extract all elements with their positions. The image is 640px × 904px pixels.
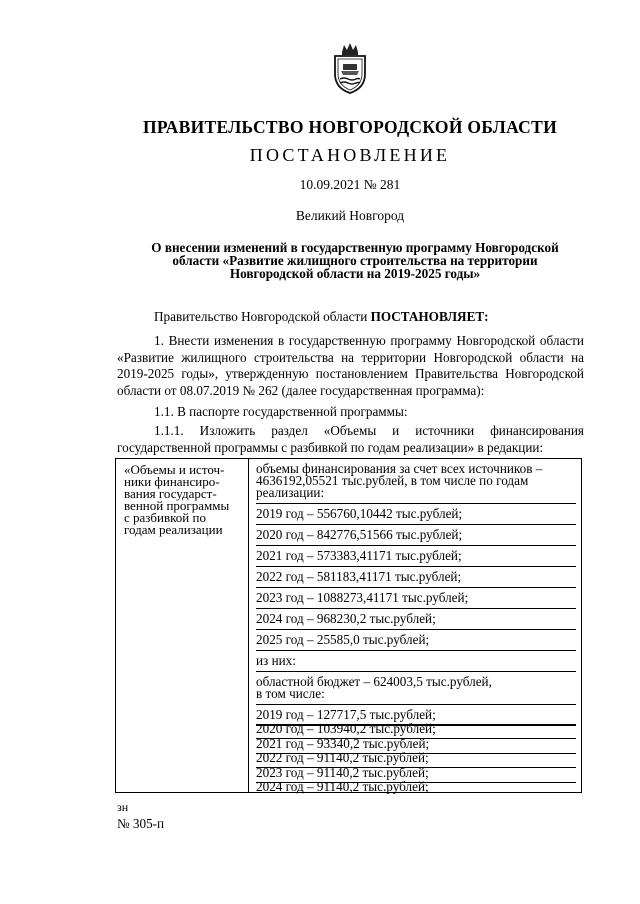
year-total-line: 2019 год – 556760,10442 тыс.рублей; bbox=[256, 506, 463, 521]
year-regional-line: 2022 год – 91140,2 тыс.рублей; bbox=[256, 750, 429, 766]
of-them-line: из них: bbox=[256, 653, 296, 668]
government-title: ПРАВИТЕЛЬСТВО НОВГОРОДСКОЙ ОБЛАСТИ bbox=[143, 117, 557, 137]
row-rule bbox=[256, 566, 576, 567]
row-rule bbox=[256, 524, 576, 525]
year-regional-line: 2019 год – 127717,5 тыс.рублей; bbox=[256, 707, 436, 722]
document-subject bbox=[120, 241, 590, 280]
year-total-line: 2025 год – 25585,0 тыс.рублей; bbox=[256, 632, 430, 647]
year-total-line: 2020 год – 842776,51566 тыс.рублей; bbox=[256, 527, 463, 542]
document-date-number: 10.09.2021 № 281 bbox=[299, 177, 401, 192]
resolution-intro bbox=[117, 309, 584, 326]
coat-of-arms-icon bbox=[330, 42, 370, 94]
intro-keyword: ПОСТАНОВЛЯЕТ: bbox=[370, 309, 489, 324]
left-cell-line: венной программы bbox=[124, 498, 230, 513]
row-rule bbox=[256, 671, 576, 672]
total-line: объемы финансирования за счет всех источников – bbox=[256, 461, 543, 476]
year-regional-line: 2020 год – 103940,2 тыс.рублей; bbox=[256, 721, 436, 737]
paragraph-1-1-1-cont: государственной программы с разбивкой по годам реализации» в редакции: bbox=[117, 440, 544, 455]
total-line: 4636192,05521 тыс.рублей, в том числе по годам bbox=[256, 473, 529, 488]
paragraph-1: 1. Внести изменения в государственную программу Новгородской области «Развитие жилищного строительства на территории Новгородской области на 2019-2025 годы», утвержденную постановлением Правительства Новгородской области от 08.07.2019 № 262 (далее государственная программа): bbox=[117, 333, 584, 398]
left-cell-line: годам реализации bbox=[124, 522, 223, 537]
table-column-divider bbox=[248, 459, 249, 792]
year-total-line: 2021 год – 573383,41171 тыс.рублей; bbox=[256, 548, 462, 563]
document-type: ПОСТАНОВЛЕНИЕ bbox=[249, 145, 451, 165]
row-rule bbox=[256, 587, 576, 588]
document-reg-number: № 305-п bbox=[117, 816, 165, 831]
row-rule bbox=[256, 704, 576, 705]
subject-line: области «Развитие жилищного строительства на территории bbox=[172, 253, 538, 268]
year-total-line: 2023 год – 1088273,41171 тыс.рублей; bbox=[256, 590, 469, 605]
year-regional-line: 2023 год – 91140,2 тыс.рублей; bbox=[256, 764, 429, 780]
subject-line: О внесении изменений в государственную программу Новгородской bbox=[151, 240, 559, 255]
year-total-line: 2022 год – 581183,41171 тыс.рублей; bbox=[256, 569, 462, 584]
row-rule bbox=[256, 608, 576, 609]
regional-line: областной бюджет – 624003,5 тыс.рублей, bbox=[256, 674, 492, 689]
financing-table bbox=[115, 458, 582, 793]
year-regional-line: 2024 год – 91140,2 тыс.рублей; bbox=[256, 779, 429, 794]
document-city: Великий Новгород bbox=[295, 208, 405, 223]
intro-text: Правительство Новгородской области bbox=[154, 309, 371, 324]
year-regional-line: 2021 год – 93340,2 тыс.рублей; bbox=[256, 735, 430, 751]
row-rule bbox=[256, 503, 576, 504]
left-cell-line: «Объемы и источ- bbox=[124, 462, 225, 477]
regional-line: в том числе: bbox=[256, 686, 325, 701]
subject-line: Новгородской области на 2019-2025 годы» bbox=[229, 266, 481, 281]
paragraph-1-1: 1.1. В паспорте государственной программы: bbox=[154, 404, 408, 419]
paragraph-1-1-1: 1.1.1. Изложить раздел «Объемы и источники финансирования bbox=[154, 423, 584, 438]
left-cell-line: с разбивкой по bbox=[124, 510, 206, 525]
row-rule bbox=[256, 650, 576, 651]
total-line: реализации: bbox=[256, 485, 325, 500]
left-cell-line: вания государст- bbox=[124, 486, 217, 501]
left-cell-line: ники финансиро- bbox=[124, 474, 220, 489]
row-rule bbox=[256, 629, 576, 630]
table-left-cell bbox=[124, 464, 244, 536]
executor-initials: зн bbox=[117, 800, 129, 814]
row-rule bbox=[256, 545, 576, 546]
year-total-line: 2024 год – 968230,2 тыс.рублей; bbox=[256, 611, 436, 626]
